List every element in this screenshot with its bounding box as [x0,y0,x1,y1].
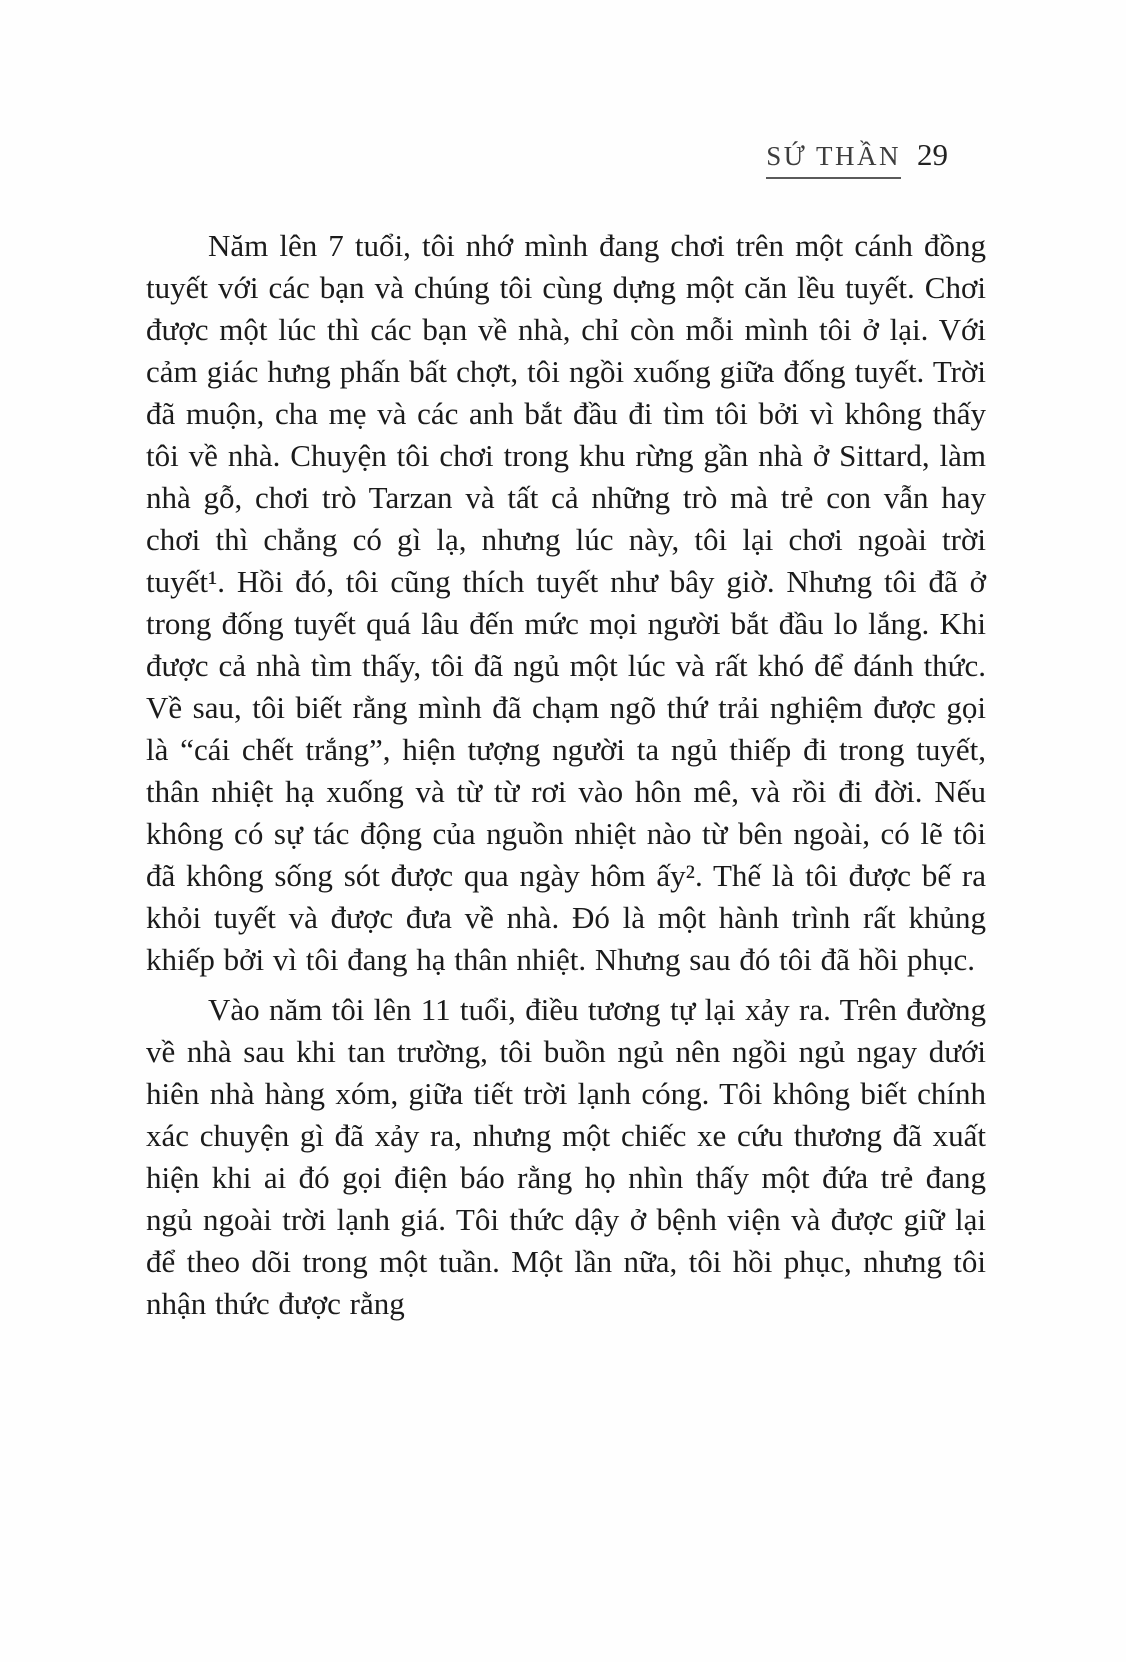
running-title: SỨ THẦN [766,142,901,179]
paragraph-age-eleven: Vào năm tôi lên 11 tuổi, điều tương tự lại xảy ra. Trên đường về nhà sau khi tan trường, tôi buồn ngủ nên ngồi ngủ ngay dưới hiên nhà hàng xóm, giữa tiết trời lạnh cóng. Tôi không biết chính xác chuyện gì đã xảy ra, nhưng một chiếc xe cứu thương đã xuất hiện khi ai đó gọi điện báo rằng họ nhìn thấy một đứa trẻ đang ngủ ngoài trời lạnh giá. Tôi thức dậy ở bệnh viện và được giữ lại để theo dõi trong một tuần. Một lần nữa, tôi hồi phục, nhưng tôi nhận thức được rằng [146,991,986,1321]
page-header [146,138,948,179]
page-body [146,225,986,1325]
page-content-area [146,138,986,1325]
page-number: 29 [917,137,948,172]
paragraph-childhood-snow: Năm lên 7 tuổi, tôi nhớ mình đang chơi trên một cánh đồng tuyết với các bạn và chúng tôi cùng dựng một căn lều tuyết. Chơi được một lúc thì các bạn về nhà, chỉ còn mỗi mình tôi ở lại. Với cảm giác hưng phấn bất chợt, tôi ngồi xuống giữa đống tuyết. Trời đã muộn, cha mẹ và các anh bắt đầu đi tìm tôi bởi vì không thấy tôi về nhà. Chuyện tôi chơi trong khu rừng gần nhà ở Sittard, làm nhà gỗ, chơi trò Tarzan và tất cả những trò mà trẻ con vẫn hay chơi thì chẳng có gì lạ, nhưng lúc này, tôi lại chơi ngoài trời tuyết¹. Hồi đó, tôi cũng thích tuyết như bây giờ. Nhưng tôi đã ở trong đống tuyết quá lâu đến mức mọi người bắt đầu lo lắng. Khi được cả nhà tìm thấy, tôi đã ngủ một lúc và rất khó để đánh thức. Về sau, tôi biết rằng mình đã chạm ngõ thứ trải nghiệm được gọi là “cái chết trắng”, hiện tượng người ta ngủ thiếp đi trong tuyết, thân nhiệt hạ xuống và từ từ rơi vào hôn mê, và rồi đi đời. Nếu không có sự tác động của nguồn nhiệt nào từ bên ngoài, có lẽ tôi đã không sống sót được qua ngày hôm ấy². Thế là tôi được bế ra khỏi tuyết và được đưa về nhà. Đó là một hành trình rất khủng khiếp bởi vì tôi đang hạ thân nhiệt. Nhưng sau đó tôi đã hồi phục. [146,227,986,977]
